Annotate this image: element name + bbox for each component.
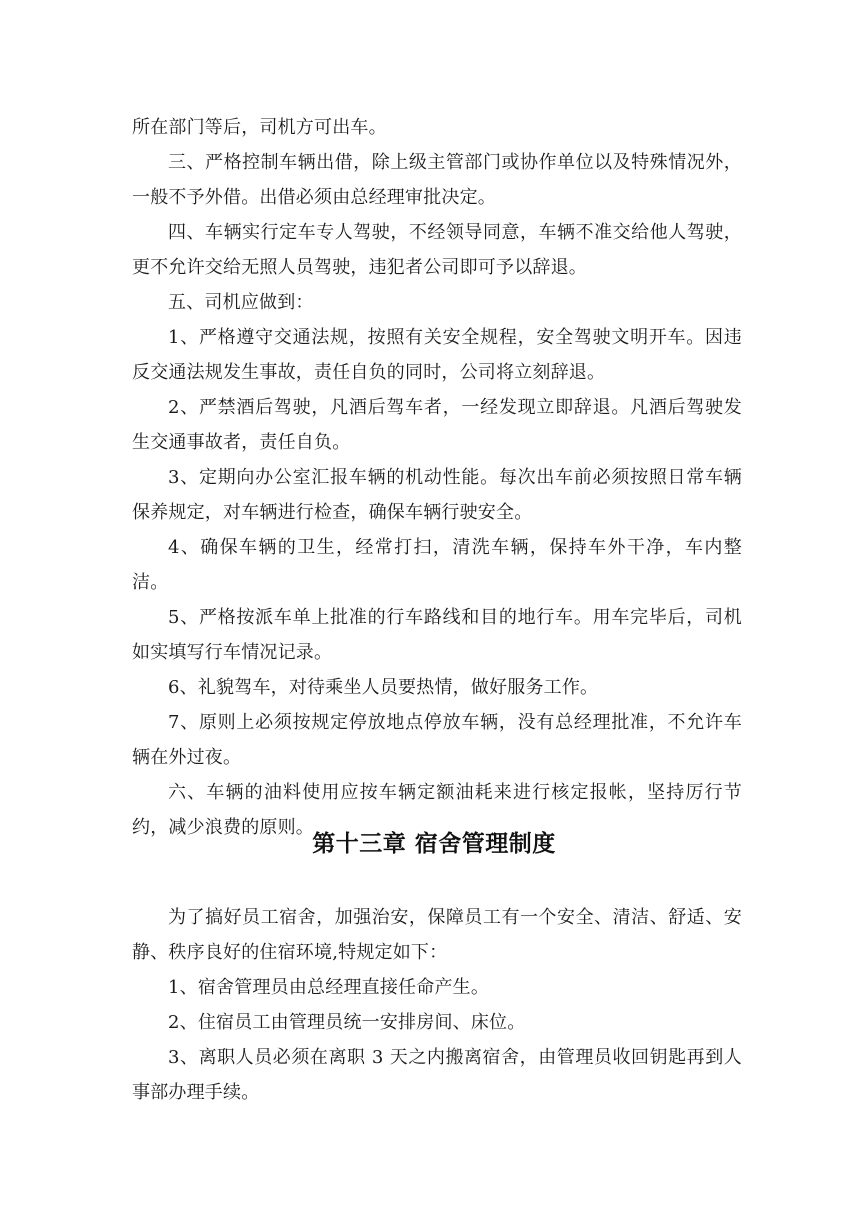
dormitory-rules-section bbox=[132, 900, 742, 1110]
chapter-title: 第十三章 宿舍管理制度 bbox=[312, 831, 556, 857]
vehicle-rules-section bbox=[132, 110, 742, 845]
paragraph-dorm-item-2: 2、住宿员工由管理员统一安排房间、床位。 bbox=[168, 1012, 526, 1033]
paragraph-driver-item-4: 4、确保车辆的卫生，经常打扫，清洗车辆，保持车外干净，车内整洁。 bbox=[132, 537, 742, 593]
paragraph-dorm-intro: 为了搞好员工宿舍，加强治安，保障员工有一个安全、清洁、舒适、安静、秩序良好的住宿环境,特规定如下： bbox=[132, 907, 742, 963]
paragraph-rule-5-heading: 五、司机应做到： bbox=[168, 292, 314, 313]
paragraph-rule-4: 四、车辆实行定车专人驾驶，不经领导同意，车辆不准交给他人驾驶，更不允许交给无照人员驾驶，违犯者公司即可予以辞退。 bbox=[132, 222, 742, 278]
paragraph-driver-item-2: 2、严禁酒后驾驶，凡酒后驾车者，一经发现立即辞退。凡酒后驾驶发生交通事故者，责任自负。 bbox=[132, 397, 742, 453]
paragraph-continuation: 所在部门等后，司机方可出车。 bbox=[132, 117, 387, 138]
paragraph-driver-item-5: 5、严格按派车单上批准的行车路线和目的地行车。用车完毕后，司机如实填写行车情况记录。 bbox=[132, 607, 742, 663]
paragraph-driver-item-7: 7、原则上必须按规定停放地点停放车辆，没有总经理批准，不允许车辆在外过夜。 bbox=[132, 712, 742, 768]
paragraph-dorm-item-1: 1、宿舍管理员由总经理直接任命产生。 bbox=[168, 977, 490, 998]
paragraph-driver-item-3: 3、定期向办公室汇报车辆的机动性能。每次出车前必须按照日常车辆保养规定，对车辆进行检查，确保车辆行驶安全。 bbox=[132, 467, 742, 523]
paragraph-rule-3: 三、严格控制车辆出借，除上级主管部门或协作单位以及特殊情况外，一般不予外借。出借必须由总经理审批决定。 bbox=[132, 152, 742, 208]
paragraph-driver-item-1: 1、严格遵守交通法规，按照有关安全规程，安全驾驶文明开车。因违反交通法规发生事故，责任自负的同时，公司将立刻辞退。 bbox=[132, 327, 742, 383]
paragraph-dorm-item-3: 3、离职人员必须在离职 3 天之内搬离宿舍，由管理员收回钥匙再到人事部办理手续。 bbox=[132, 1047, 742, 1103]
paragraph-driver-item-6: 6、礼貌驾车，对待乘坐人员要热情，做好服务工作。 bbox=[168, 677, 599, 698]
paragraph-rule-6: 六、车辆的油料使用应按车辆定额油耗来进行核定报帐，坚持厉行节约，减少浪费的原则。 bbox=[132, 782, 742, 838]
